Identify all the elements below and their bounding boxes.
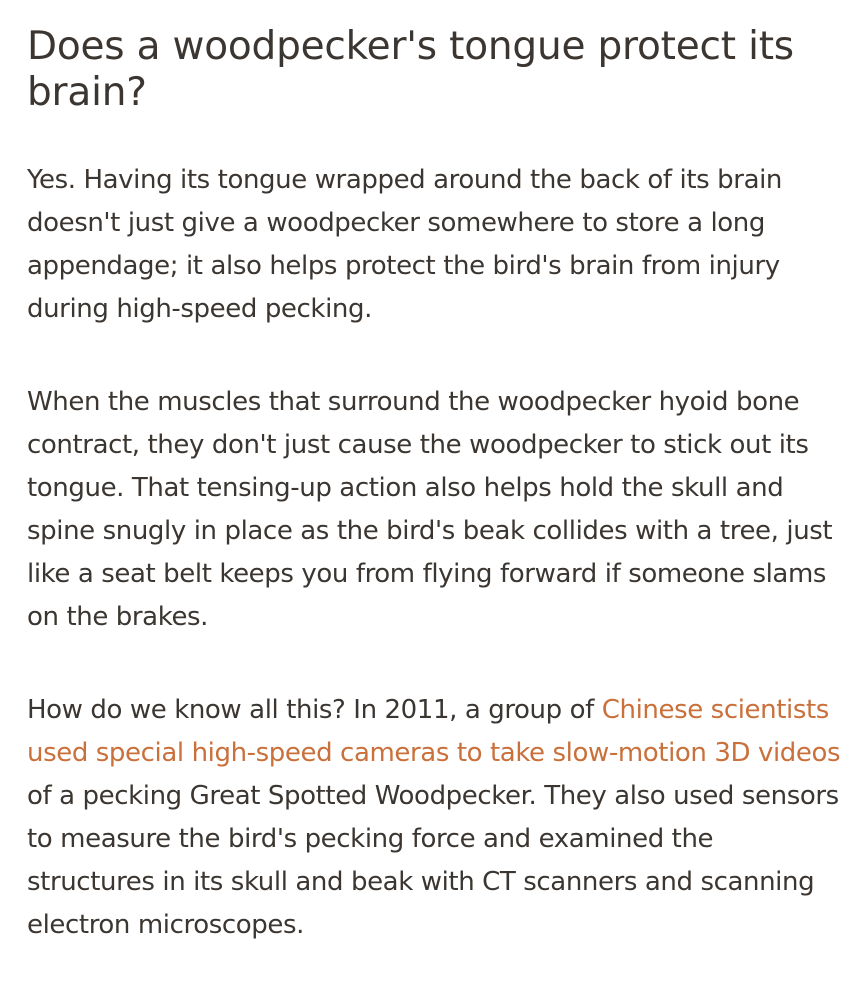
chinese-scientists-study-link[interactable]: Chinese scientists used special high-speed cameras to take slow-motion 3D videos xyxy=(27,695,841,768)
paragraph-research-intro: How do we know all this? In 2011, a group of xyxy=(27,695,602,725)
paragraph-answer: Yes. Having its tongue wrapped around the back of its brain doesn't just give a woodpecker somewhere to store a long appendage; it also helps protect the bird's brain from injury during high-speed pecking. xyxy=(27,165,783,324)
article-title: Does a woodpecker's tongue protect its brain? xyxy=(27,24,794,115)
paragraph-research xyxy=(27,689,847,947)
article xyxy=(27,24,847,947)
paragraph-hyoid-muscles: When the muscles that surround the woodpecker hyoid bone contract, they don't just cause the woodpecker to stick out its tongue. That tensing-up action also helps hold the skull and spine snugly in place as the bird's beak collides with a tree, just like a seat belt keeps you from flying forward if someone slams on the brakes. xyxy=(27,387,833,632)
paragraph-research-details: of a pecking Great Spotted Woodpecker. They also used sensors to measure the bird's pecking force and examined the structures in its skull and beak with CT scanners and scanning electron microscopes. xyxy=(27,781,839,940)
